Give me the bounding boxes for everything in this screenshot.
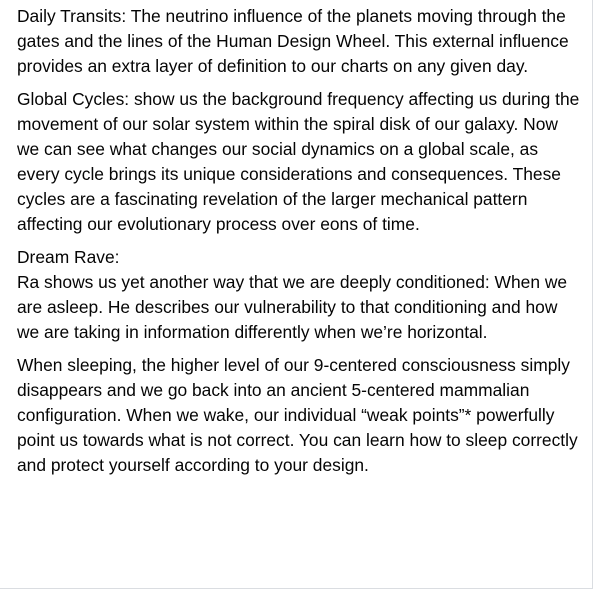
paragraph-global-cycles: Global Cycles: show us the background frequency affecting us during the movement of our solar system within the spiral disk of our galaxy. Now we can see what changes our social dynamics on a global scale, as every cycle brings its unique considerations and consequences. These cycles are a fascinating revelation of the larger mechanical pattern affecting our evolutionary process over eons of time. [17,89,580,234]
paragraph-daily-transits: Daily Transits: The neutrino influence of the planets moving through the gates and the lines of the Human Design Wheel. This external influence provides an extra layer of definition to our charts on any given day. [17,6,569,76]
paragraph-dream-rave: Dream Rave: Ra shows us yet another way that we are deeply conditioned: When we are asleep. He describes our vulnerability to that conditioning and how we are taking in information differently when we’re horizontal. [17,247,568,342]
paragraph-sleeping: When sleeping, the higher level of our 9-centered consciousness simply disappears and we go back into an ancient 5-centered mammalian configuration. When we wake, our individual “weak points”* powerfully point us towards what is not correct. You can learn how to sleep correctly and protect yourself according to your design. [17,355,578,475]
